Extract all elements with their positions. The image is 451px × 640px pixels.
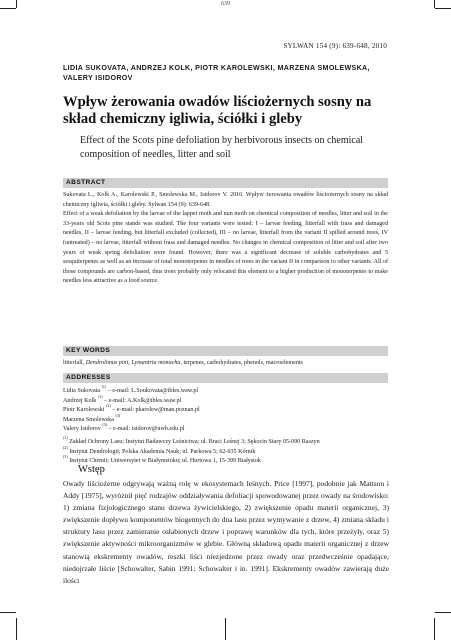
person-name: Marzena Smolewska	[63, 416, 116, 423]
institution	[63, 434, 388, 448]
person-email: – e-mail: L.Soukovata@ibles.waw.pl	[106, 388, 199, 394]
address-person	[63, 403, 388, 416]
address-person	[63, 384, 388, 397]
affiliation-marker: (3)	[63, 454, 68, 460]
title-english: Effect of the Scots pine defoliation by herbivorous insects on chemical composition of needles, litter and soil	[80, 135, 364, 161]
person-name: Piotr Karolewski	[63, 407, 106, 414]
abstract-heading: ABSTRACT	[66, 179, 106, 186]
person-email: – e-mail: pkarolew@man.poznan.pl	[110, 407, 200, 414]
keyword-species-2: Lymantria monacha	[131, 360, 181, 366]
crop-mark-center-bottom	[225, 618, 226, 640]
keywords-text	[63, 359, 388, 369]
authors: LIDIA SUKOVATA, ANDRZEJ KOLK, PIOTR KAROLEWSKI, MARZENA SMOLEWSKA, VALERY ISIDOROV	[63, 64, 370, 82]
crop-mark-bottom-right-h	[435, 612, 451, 613]
person-email: – e-mail: A.Kolk@ibles.waw.pl	[102, 397, 182, 404]
affiliation-marker: (3)	[102, 422, 107, 428]
intro-body: Owady liściożerne odgrywają ważną rolę w ekosystemach leśnych. Price [1997], podobnie jak Mattson i Addy [1975], wyróżnił pięć rodzajów oddziaływania defoliacji spowodowanej przez owady na środowisko: 1) zmiana fizjologicznego stanu drzewa żywicielskiego, 2) zwiększenie opadu materii organicznej, 3) zwiększenie dopływu komponentów biogennych do dna lasu przez wymywanie z drzew, 4) zmiana składu i struktury lasu przez zamieranie osłabionych drzew i poprawę warunków dla tych, które przeżyły, oraz 5) zwiększenie aktywności mikroorganizmów w glebie. Główną składową opadu materii organicznej z drzew stanowią ekskrementy owadów, reszki liści niezjedzone przez owady oraz przedwcześnie opadające, niedojrzałe liście [Schowalter, Sabin 1991; Schowalter i in. 1991]. Ekskrementy owadów zawierają duże ilości	[63, 479, 389, 585]
person-email: – e-mail: isidorov@uwb.edu.pl	[106, 426, 185, 433]
abstract-citation: Sukovata L., Kolk A., Karolewski P., Smolewska M., Isidorov V. 2010. Wpływ żerowania owadów liściożernych sosny na skład chemiczny igliwia, ściółki i gleby. Sylwan 154 (9): 639-648.	[63, 192, 388, 208]
crop-mark-bottom-right-v	[434, 618, 435, 640]
crop-mark-bottom-left-v	[16, 618, 17, 640]
keywords-separator: ,	[128, 360, 132, 366]
affiliation-marker: (2)	[106, 403, 111, 409]
keywords-body	[63, 359, 388, 369]
keywords-heading: KEY WORDS	[66, 347, 111, 354]
crop-mark-bottom-left-h	[0, 612, 16, 613]
affiliation-marker: (1)	[97, 393, 103, 399]
keyword-species-1: Dendrolimus pini	[85, 360, 129, 366]
addresses-body	[63, 384, 388, 467]
title-polish: Wpływ żerowania owadów liściożernych sosny na skład chemiczny igliwia, ściółki i gleby	[63, 94, 372, 127]
abstract-body	[63, 191, 388, 287]
address-person	[63, 393, 388, 407]
person-name: Andrzej Kolk	[63, 397, 98, 404]
institution	[63, 444, 388, 458]
institution-text: Instytut Chemii; Uniwersytet w Białymstoku; ul. Hurtowa 1, 15-399 Białystok	[67, 458, 261, 465]
page-number: 639	[221, 1, 230, 7]
journal-reference: SYLWAN 154 (9): 639-648, 2010	[283, 42, 387, 50]
affiliation-marker: (1)	[63, 434, 68, 440]
crop-mark-top-left-h	[0, 8, 16, 9]
affiliation-marker: (1)	[101, 384, 107, 389]
institution	[63, 454, 388, 467]
address-person	[63, 422, 388, 435]
section-heading-intro: Wstęp	[78, 464, 105, 475]
addresses-heading: ADDRESSES	[66, 374, 111, 381]
person-name: Valery Isidorov	[63, 426, 103, 433]
person-name: Lidia Sukovata	[63, 388, 102, 394]
crop-mark-top-right-h	[435, 8, 451, 9]
keywords-rest: , terpenes, carbohydrates, phenols, macroelements	[180, 360, 303, 366]
abstract-header	[63, 178, 388, 188]
abstract-text: Effect of a weak defoliation by the larvae of the lappet moth and nun moth on chemical composition of needles, litter and soil in the 33-years old Scots pine stands was studied. The four variants were tested: I – larvae feeding, litterfall with frass and damaged needles, II – larvae feeding, but litterfall excluded (collected), III – no larvae, litterfall from the variant II spilled around trees, IV (untreated) – no larvae, litterfall without frass and damaged needles. No changes in chemical composition of litter and soil after two years of weak spring defoliation were found. However, there was a significant decrease of soluble carbohydrates and 5 sesquiterpenes as well as an increase of total monoterpenes in needles of trees in the variant II in comparison to other variants. All of those compounds are carbon-based, thus trees probably only relocated this element to a higher production of monoterpenes to make needles less attractive as a food source.	[63, 211, 388, 285]
affiliation-marker: (3)	[115, 412, 121, 418]
institution-text: Zakład Ochrony Lasu; Instytut Badawczy Leśnictwa; ul. Braci Leśnej 3; Sękocin Stary 05-090 Raszyn	[67, 438, 320, 445]
keywords-lead: litterfall,	[63, 360, 86, 366]
institution-text: Instytut Dendrologii; Polska Akademia Nauk; ul. Parkowa 5; 62-035 Kórnik	[67, 448, 256, 455]
addresses-header	[63, 373, 388, 383]
affiliation-marker: (2)	[63, 444, 68, 450]
keywords-header	[63, 346, 388, 356]
address-person	[63, 412, 388, 426]
